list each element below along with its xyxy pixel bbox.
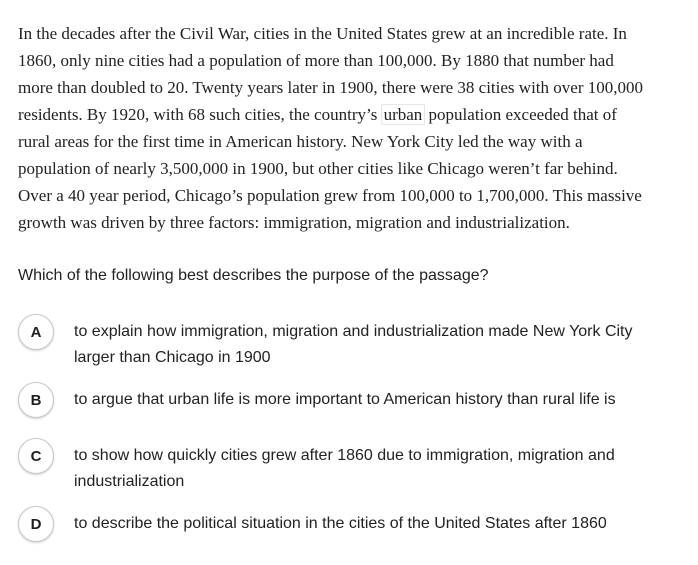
choice-text-line: to describe the political situation in the cities of the United States after 1860: [74, 515, 607, 532]
choice-text[interactable]: [74, 319, 684, 371]
passage-line: [18, 101, 696, 128]
passage-line: In the decades after the Civil War, cities in the United States grew at an incredible rate. In: [18, 24, 627, 43]
choice-text-line: to argue that urban life is more important to American history than rural life is: [74, 391, 616, 408]
passage-line: population of nearly 3,500,000 in 1900, but other cities like Chicago weren’t far behind.: [18, 159, 618, 178]
highlighted-word-urban[interactable]: urban: [383, 105, 423, 124]
passage-line: growth was driven by three factors: immigration, migration and industrialization.: [18, 213, 570, 232]
choice-text[interactable]: [74, 443, 684, 495]
choice-letter-a-button[interactable]: A: [18, 314, 54, 350]
choice-text[interactable]: [74, 511, 684, 537]
choice-letter-b-button[interactable]: B: [18, 382, 54, 418]
passage-line: 1860, only nine cities had a population of more than 100,000. By 1880 that number had: [18, 51, 614, 70]
choice-text-line: to explain how immigration, migration and industrialization made New York City: [74, 323, 633, 340]
passage-line: more than doubled to 20. Twenty years later in 1900, there were 38 cities with over 100,000: [18, 78, 643, 97]
choice-text-line: industrialization: [74, 473, 185, 490]
question-prompt: Which of the following best describes the purpose of the passage?: [18, 267, 489, 284]
passage-line: Over a 40 year period, Chicago’s population grew from 100,000 to 1,700,000. This massive: [18, 186, 642, 205]
passage-line-segment: residents. By 1920, with 68 such cities, the country’s: [18, 105, 382, 124]
choice-letter-d-button[interactable]: D: [18, 506, 54, 542]
passage-line-segment: population exceeded that of: [424, 105, 617, 124]
choice-text[interactable]: [74, 387, 684, 413]
choice-text-line: to show how quickly cities grew after 1860 due to immigration, migration and: [74, 447, 615, 464]
choice-letter-c-button[interactable]: C: [18, 438, 54, 474]
choice-text-line: larger than Chicago in 1900: [74, 349, 271, 366]
passage-line: rural areas for the first time in American history. New York City led the way with a: [18, 132, 583, 151]
reading-passage: [18, 20, 696, 236]
